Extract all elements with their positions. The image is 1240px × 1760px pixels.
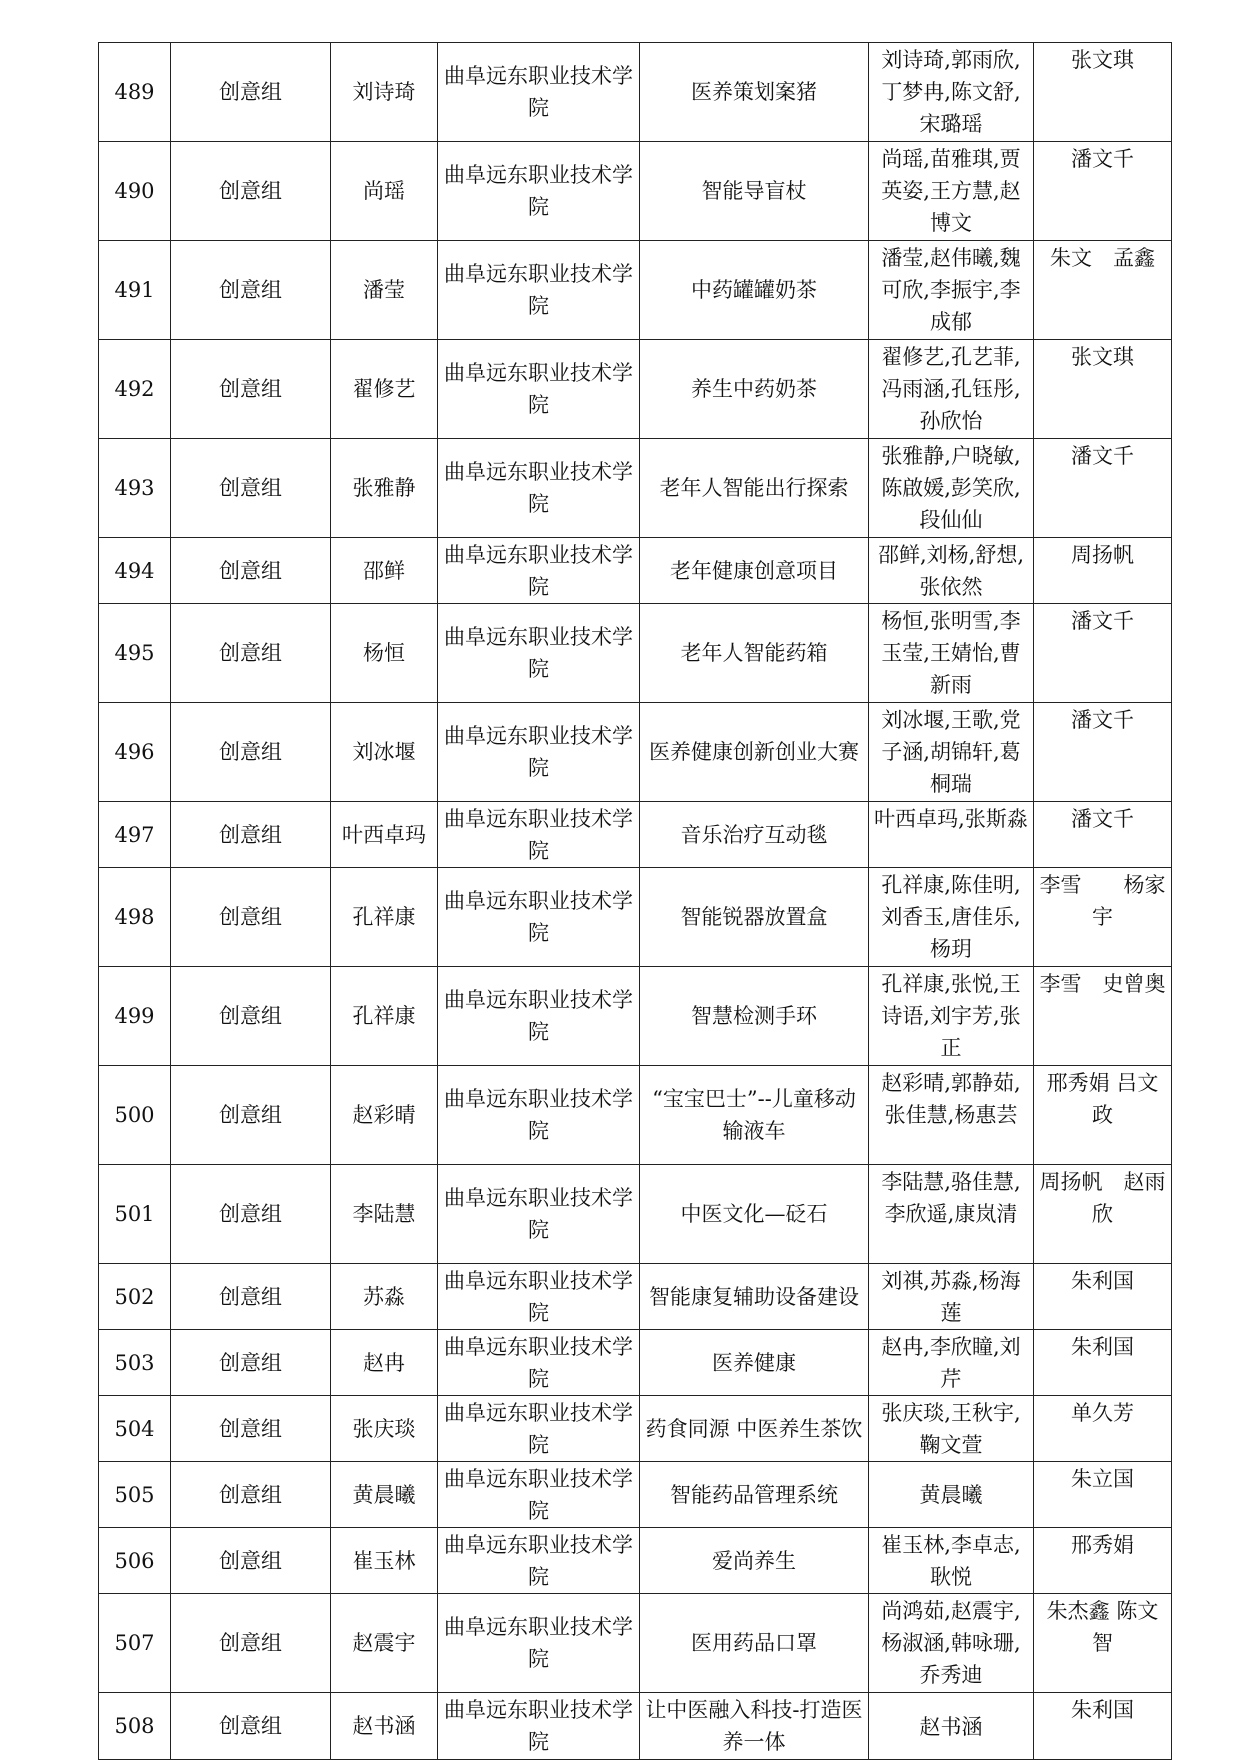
row-number: 506 [99,1528,171,1594]
group-cell: 创意组 [171,1264,331,1330]
advisor-cell: 潘文千 [1034,703,1172,802]
leader-cell: 杨恒 [331,604,438,703]
school-cell: 曲阜远东职业技术学院 [438,1165,640,1264]
participant-table [98,42,1172,1760]
members-cell: 尚瑶,苗雅琪,贾英姿,王方慧,赵博文 [869,142,1034,241]
advisor-cell: 邢秀娟 吕文政 [1034,1066,1172,1165]
project-cell: 爱尚养生 [640,1528,869,1594]
row-number: 504 [99,1396,171,1462]
leader-cell: 尚瑶 [331,142,438,241]
members-cell: 张雅静,户晓敏,陈啟媛,彭笑欣,段仙仙 [869,439,1034,538]
project-cell: 中药罐罐奶茶 [640,241,869,340]
advisor-cell: 朱利国 [1034,1330,1172,1396]
school-cell: 曲阜远东职业技术学院 [438,802,640,868]
leader-cell: 赵冉 [331,1330,438,1396]
members-cell: 刘冰堰,王歌,党子涵,胡锦轩,葛桐瑞 [869,703,1034,802]
row-number: 508 [99,1693,171,1760]
project-cell: 让中医融入科技-打造医养一体 [640,1693,869,1760]
project-cell: 医养健康创新创业大赛 [640,703,869,802]
table-row [99,1693,1172,1760]
advisor-cell: 李雪 史曾奥 [1034,967,1172,1066]
table-row [99,241,1172,340]
advisor-cell: 李雪 杨家宇 [1034,868,1172,967]
members-cell: 张庆琰,王秋宇,鞠文萱 [869,1396,1034,1462]
members-cell: 孔祥康,张悦,王诗语,刘宇芳,张正 [869,967,1034,1066]
group-cell: 创意组 [171,1462,331,1528]
school-cell: 曲阜远东职业技术学院 [438,43,640,142]
table-row [99,1330,1172,1396]
row-number: 505 [99,1462,171,1528]
members-cell: 翟修艺,孔艺菲,冯雨涵,孔钰彤,孙欣怡 [869,340,1034,439]
project-cell: 老年人智能出行探索 [640,439,869,538]
row-number: 495 [99,604,171,703]
row-number: 494 [99,538,171,604]
row-number: 503 [99,1330,171,1396]
leader-cell: 邵鲜 [331,538,438,604]
members-cell: 潘莹,赵伟曦,魏可欣,李振宇,李成郁 [869,241,1034,340]
table-row [99,604,1172,703]
group-cell: 创意组 [171,868,331,967]
group-cell: 创意组 [171,802,331,868]
leader-cell: 张雅静 [331,439,438,538]
advisor-cell: 单久芳 [1034,1396,1172,1462]
project-cell: 老年人智能药箱 [640,604,869,703]
table-row [99,703,1172,802]
row-number: 496 [99,703,171,802]
school-cell: 曲阜远东职业技术学院 [438,241,640,340]
members-cell: 赵书涵 [869,1693,1034,1760]
project-cell: 养生中药奶茶 [640,340,869,439]
group-cell: 创意组 [171,604,331,703]
school-cell: 曲阜远东职业技术学院 [438,1330,640,1396]
table-row [99,340,1172,439]
leader-cell: 刘诗琦 [331,43,438,142]
group-cell: 创意组 [171,1330,331,1396]
school-cell: 曲阜远东职业技术学院 [438,1528,640,1594]
group-cell: 创意组 [171,439,331,538]
table-body [99,43,1172,1760]
group-cell: 创意组 [171,967,331,1066]
leader-cell: 赵震宇 [331,1594,438,1693]
leader-cell: 翟修艺 [331,340,438,439]
table-row [99,1396,1172,1462]
members-cell: 赵冉,李欣瞳,刘芹 [869,1330,1034,1396]
advisor-cell: 朱立国 [1034,1462,1172,1528]
school-cell: 曲阜远东职业技术学院 [438,1693,640,1760]
school-cell: 曲阜远东职业技术学院 [438,1594,640,1693]
row-number: 507 [99,1594,171,1693]
table-row [99,538,1172,604]
leader-cell: 李陆慧 [331,1165,438,1264]
school-cell: 曲阜远东职业技术学院 [438,1264,640,1330]
project-cell: 智能导盲杖 [640,142,869,241]
project-cell: 智慧检测手环 [640,967,869,1066]
project-cell: 智能药品管理系统 [640,1462,869,1528]
group-cell: 创意组 [171,340,331,439]
advisor-cell: 张文琪 [1034,340,1172,439]
school-cell: 曲阜远东职业技术学院 [438,1066,640,1165]
advisor-cell: 朱文 孟鑫 [1034,241,1172,340]
project-cell: 智能锐器放置盒 [640,868,869,967]
members-cell: 杨恒,张明雪,李玉莹,王婧怡,曹新雨 [869,604,1034,703]
project-cell: 智能康复辅助设备建设 [640,1264,869,1330]
school-cell: 曲阜远东职业技术学院 [438,1462,640,1528]
group-cell: 创意组 [171,142,331,241]
advisor-cell: 朱利国 [1034,1264,1172,1330]
leader-cell: 潘莹 [331,241,438,340]
row-number: 489 [99,43,171,142]
members-cell: 崔玉林,李卓志,耿悦 [869,1528,1034,1594]
table-row [99,1528,1172,1594]
table-row [99,43,1172,142]
row-number: 490 [99,142,171,241]
leader-cell: 刘冰堰 [331,703,438,802]
row-number: 491 [99,241,171,340]
advisor-cell: 周扬帆 赵雨欣 [1034,1165,1172,1264]
advisor-cell: 邢秀娟 [1034,1528,1172,1594]
group-cell: 创意组 [171,1693,331,1760]
leader-cell: 孔祥康 [331,967,438,1066]
school-cell: 曲阜远东职业技术学院 [438,967,640,1066]
members-cell: 孔祥康,陈佳明,刘香玉,唐佳乐,杨玥 [869,868,1034,967]
project-cell: 中医文化—砭石 [640,1165,869,1264]
leader-cell: 崔玉林 [331,1528,438,1594]
group-cell: 创意组 [171,1066,331,1165]
project-cell: 医养策划案猪 [640,43,869,142]
row-number: 499 [99,967,171,1066]
members-cell: 尚鸿茹,赵震宇,杨淑涵,韩咏珊,乔秀迪 [869,1594,1034,1693]
group-cell: 创意组 [171,538,331,604]
school-cell: 曲阜远东职业技术学院 [438,868,640,967]
members-cell: 刘诗琦,郭雨欣,丁梦冉,陈文舒,宋璐瑶 [869,43,1034,142]
project-cell: 音乐治疗互动毯 [640,802,869,868]
row-number: 502 [99,1264,171,1330]
school-cell: 曲阜远东职业技术学院 [438,142,640,241]
leader-cell: 张庆琰 [331,1396,438,1462]
school-cell: 曲阜远东职业技术学院 [438,439,640,538]
leader-cell: 黄晨曦 [331,1462,438,1528]
members-cell: 黄晨曦 [869,1462,1034,1528]
group-cell: 创意组 [171,1528,331,1594]
table-row [99,1264,1172,1330]
members-cell: 邵鲜,刘杨,舒想,张依然 [869,538,1034,604]
school-cell: 曲阜远东职业技术学院 [438,604,640,703]
group-cell: 创意组 [171,1396,331,1462]
table-row [99,1066,1172,1165]
advisor-cell: 张文琪 [1034,43,1172,142]
advisor-cell: 潘文千 [1034,142,1172,241]
group-cell: 创意组 [171,43,331,142]
school-cell: 曲阜远东职业技术学院 [438,703,640,802]
row-number: 500 [99,1066,171,1165]
members-cell: 刘祺,苏淼,杨海莲 [869,1264,1034,1330]
advisor-cell: 朱利国 [1034,1693,1172,1760]
members-cell: 叶西卓玛,张斯淼 [869,802,1034,868]
advisor-cell: 潘文千 [1034,802,1172,868]
row-number: 497 [99,802,171,868]
table-row [99,868,1172,967]
group-cell: 创意组 [171,241,331,340]
group-cell: 创意组 [171,703,331,802]
table-row [99,439,1172,538]
members-cell: 赵彩晴,郭静茹,张佳慧,杨惠芸 [869,1066,1034,1165]
project-cell: “宝宝巴士”--儿童移动输液车 [640,1066,869,1165]
table-row [99,802,1172,868]
leader-cell: 苏淼 [331,1264,438,1330]
project-cell: 药食同源 中医养生茶饮 [640,1396,869,1462]
project-cell: 老年健康创意项目 [640,538,869,604]
table-row [99,1165,1172,1264]
row-number: 501 [99,1165,171,1264]
school-cell: 曲阜远东职业技术学院 [438,1396,640,1462]
advisor-cell: 周扬帆 [1034,538,1172,604]
row-number: 492 [99,340,171,439]
leader-cell: 孔祥康 [331,868,438,967]
advisor-cell: 朱杰鑫 陈文智 [1034,1594,1172,1693]
row-number: 493 [99,439,171,538]
school-cell: 曲阜远东职业技术学院 [438,340,640,439]
row-number: 498 [99,868,171,967]
table-row [99,1594,1172,1693]
table-row [99,967,1172,1066]
project-cell: 医养健康 [640,1330,869,1396]
leader-cell: 赵书涵 [331,1693,438,1760]
members-cell: 李陆慧,骆佳慧,李欣遥,康岚清 [869,1165,1034,1264]
group-cell: 创意组 [171,1165,331,1264]
project-cell: 医用药品口罩 [640,1594,869,1693]
school-cell: 曲阜远东职业技术学院 [438,538,640,604]
group-cell: 创意组 [171,1594,331,1693]
advisor-cell: 潘文千 [1034,604,1172,703]
table-row [99,142,1172,241]
table-row [99,1462,1172,1528]
leader-cell: 赵彩晴 [331,1066,438,1165]
advisor-cell: 潘文千 [1034,439,1172,538]
leader-cell: 叶西卓玛 [331,802,438,868]
